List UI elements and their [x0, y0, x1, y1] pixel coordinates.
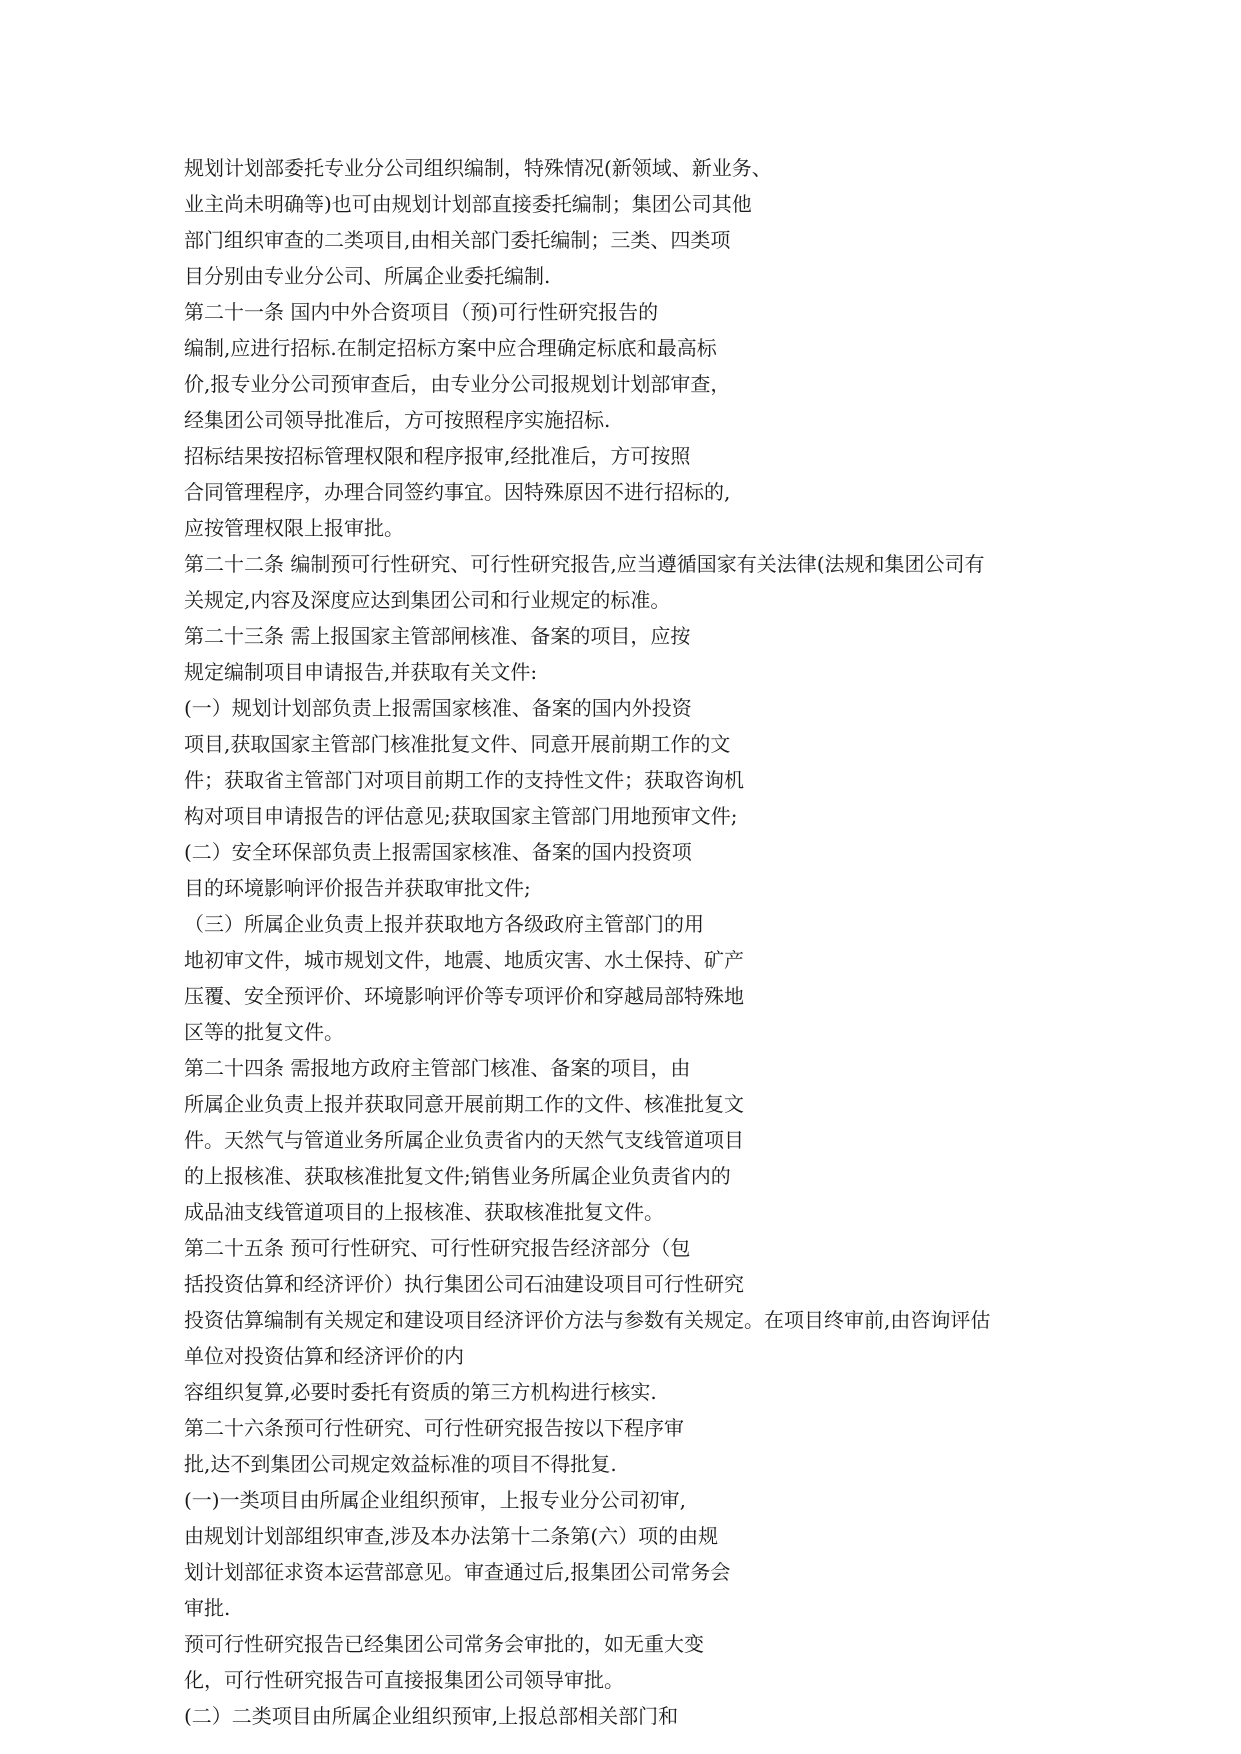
text-line: 价,报专业分公司预审查后，由专业分公司报规划计划部审查，	[184, 372, 731, 396]
article-24-heading: 第二十四条 需报地方政府主管部门核准、备案的项目，由	[184, 1056, 691, 1080]
text-line: 预可行性研究报告已经集团公司常务会审批的，如无重大变	[184, 1632, 704, 1656]
text-line: 的上报核准、获取核准批复文件;销售业务所属企业负责省内的	[184, 1164, 731, 1188]
text-line: 压覆、安全预评价、环境影响评价等专项评价和穿越局部特殊地	[184, 984, 744, 1008]
text-line: 项目,获取国家主管部门核准批复文件、同意开展前期工作的文	[184, 732, 731, 756]
text-line: 构对项目申请报告的评估意见;获取国家主管部门用地预审文件;	[184, 804, 738, 828]
text-line: 经集团公司领导批准后，方可按照程序实施招标.	[184, 408, 611, 432]
text-line: 由规划计划部组织审查,涉及本办法第十二条第(六）项的由规	[184, 1524, 719, 1548]
article-26-heading: 第二十六条预可行性研究、可行性研究报告按以下程序审	[184, 1416, 684, 1440]
text-line: 件；获取省主管部门对项目前期工作的支持性文件；获取咨询机	[184, 768, 744, 792]
text-line: 所属企业负责上报并获取同意开展前期工作的文件、核准批复文	[184, 1092, 744, 1116]
text-line: 规划计划部委托专业分公司组织编制，特殊情况(新领域、新业务、	[184, 156, 772, 180]
text-line: 划计划部征求资本运营部意见。审查通过后,报集团公司常务会	[184, 1560, 731, 1584]
document-body	[184, 150, 1184, 1734]
article-23-heading: 第二十三条 需上报国家主管部闸核准、备案的项目，应按	[184, 624, 691, 648]
text-line: (二）二类项目由所属企业组织预审,上报总部相关部门和	[184, 1704, 679, 1728]
text-line: 件。天然气与管道业务所属企业负责省内的天然气支线管道项目	[184, 1128, 744, 1152]
text-line: 批,达不到集团公司规定效益标准的项目不得批复.	[184, 1452, 617, 1476]
text-line: 单位对投资估算和经济评价的内	[184, 1344, 464, 1368]
text-line: 容组织复算,必要时委托有资质的第三方机构进行核实.	[184, 1380, 657, 1404]
text-line: 目的环境影响评价报告并获取审批文件;	[184, 876, 531, 900]
text-line: 审批.	[184, 1596, 231, 1620]
article-22-heading: 第二十二条 编制预可行性研究、可行性研究报告,应当遵循国家有关法律(法规和集团公司有	[184, 552, 985, 576]
text-line: 编制,应进行招标.在制定招标方案中应合理确定标底和最高标	[184, 336, 717, 360]
text-line: （三）所属企业负责上报并获取地方各级政府主管部门的用	[184, 912, 704, 936]
text-line: 区等的批复文件。	[184, 1020, 344, 1044]
text-line: 应按管理权限上报审批。	[184, 516, 404, 540]
text-line: 成品油支线管道项目的上报核准、获取核准批复文件。	[184, 1200, 664, 1224]
text-line: 业主尚未明确等)也可由规划计划部直接委托编制；集团公司其他	[184, 192, 752, 216]
text-line: 部门组织审查的二类项目,由相关部门委托编制；三类、四类项	[184, 228, 731, 252]
text-line: 关规定,内容及深度应达到集团公司和行业规定的标准。	[184, 588, 671, 612]
text-line: 投资估算编制有关规定和建设项目经济评价方法与参数有关规定。在项目终审前,由咨询评估	[184, 1308, 991, 1332]
text-line: 规定编制项目申请报告,并获取有关文件:	[184, 660, 538, 684]
text-line: 合同管理程序，办理合同签约事宜。因特殊原因不进行招标的,	[184, 480, 731, 504]
text-line: 地初审文件，城市规划文件，地震、地质灾害、水土保持、矿产	[184, 948, 744, 972]
text-line: 化，可行性研究报告可直接报集团公司领导审批。	[184, 1668, 624, 1692]
article-25-heading: 第二十五条 预可行性研究、可行性研究报告经济部分（包	[184, 1236, 691, 1260]
article-21-heading: 第二十一条 国内中外合资项目（预)可行性研究报告的	[184, 300, 659, 324]
text-line: (一)一类项目由所属企业组织预审，上报专业分公司初审,	[184, 1488, 686, 1512]
text-line: 括投资估算和经济评价）执行集团公司石油建设项目可行性研究	[184, 1272, 744, 1296]
text-line: (一）规划计划部负责上报需国家核准、备案的国内外投资	[184, 696, 692, 720]
text-line: (二）安全环保部负责上报需国家核准、备案的国内投资项	[184, 840, 692, 864]
text-line: 目分别由专业分公司、所属企业委托编制.	[184, 264, 551, 288]
text-line: 招标结果按招标管理权限和程序报审,经批准后，方可按照	[184, 444, 691, 468]
